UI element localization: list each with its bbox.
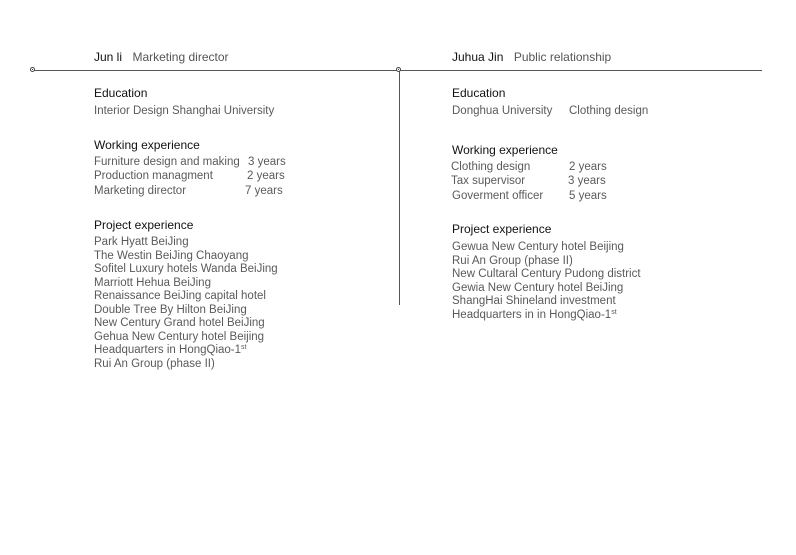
left-project-list (94, 236, 278, 371)
right-profile-header (452, 48, 611, 66)
right-project-item: ShangHai Shineland investment (452, 295, 616, 307)
timeline-vertical-line (399, 70, 400, 305)
left-education-text: Interior Design Shanghai University (94, 105, 275, 117)
left-work-value: 2 years (247, 170, 285, 183)
right-project-list (452, 241, 641, 322)
right-project-item: Gewua New Century hotel Beijing (452, 241, 624, 253)
timeline-node-center (396, 67, 401, 72)
left-work-value: 3 years (248, 156, 286, 168)
left-project-item: Marriott Hehua BeiJing (94, 276, 211, 289)
left-work-heading: Working experience (94, 138, 200, 152)
left-project-item: Renaissance BeiJing capital hotel (94, 290, 266, 302)
right-work-row (451, 190, 631, 204)
right-work-label: Tax supervisor (451, 175, 526, 188)
left-project-heading: Project experience (94, 218, 194, 232)
right-work-value: 2 years (569, 161, 607, 173)
right-work-row (451, 175, 631, 189)
right-education-school: Donghua University (452, 105, 553, 117)
left-work-row (94, 156, 314, 170)
right-project-heading: Project experience (452, 222, 552, 236)
left-work-list (94, 156, 314, 199)
right-project-item: Rui An Group (phase II) (452, 254, 573, 267)
left-project-hq-sup: st (241, 344, 247, 351)
timeline-node-left (30, 67, 35, 72)
right-work-value: 5 years (569, 189, 607, 202)
right-work-row (451, 161, 631, 175)
right-work-label: Goverment officer (452, 189, 544, 202)
left-person-name: Jun li (94, 50, 123, 64)
left-project-item: Double Tree By Hilton BeiJing (94, 303, 247, 316)
left-person-role: Marketing director (132, 50, 229, 64)
left-education-heading: Education (94, 86, 148, 100)
right-work-label: Clothing design (451, 161, 531, 173)
left-project-item: Rui An Group (phase II) (94, 357, 215, 370)
left-project-item-hq (94, 344, 278, 358)
left-work-value: 7 years (245, 184, 283, 197)
right-work-heading: Working experience (452, 143, 558, 157)
left-work-label: Production managment (94, 170, 213, 183)
right-work-value: 3 years (568, 175, 606, 188)
right-person-role: Public relationship (513, 50, 612, 64)
left-project-hq-text: Headquarters in HongQiao-1 (94, 344, 242, 356)
right-project-hq-sup: st (611, 308, 617, 316)
right-project-hq-text: Headquarters in in HongQiao-1 (452, 308, 612, 321)
right-education-heading: Education (452, 86, 506, 100)
right-education-major: Clothing design (569, 105, 649, 117)
left-work-row (94, 170, 314, 184)
right-work-list (451, 161, 631, 204)
left-project-item: Park Hyatt BeiJing (94, 236, 189, 248)
left-work-row (94, 185, 314, 199)
left-project-item: The Westin BeiJing Chaoyang (94, 249, 249, 262)
left-work-label: Marketing director (94, 184, 187, 197)
right-project-item: Gewia New Century hotel BeiJing (452, 281, 624, 294)
left-profile-header (94, 48, 229, 66)
right-project-item-hq (452, 309, 641, 323)
left-project-item: Sofitel Luxury hotels Wanda BeiJing (94, 263, 278, 275)
left-project-item: New Century Grand hotel BeiJing (94, 317, 265, 329)
left-project-item: Gehua New Century hotel Beijing (94, 330, 265, 343)
right-project-item: New Cultaral Century Pudong district (452, 268, 641, 280)
left-work-label: Furniture design and making (94, 156, 240, 168)
right-person-name: Juhua Jin (452, 50, 504, 64)
